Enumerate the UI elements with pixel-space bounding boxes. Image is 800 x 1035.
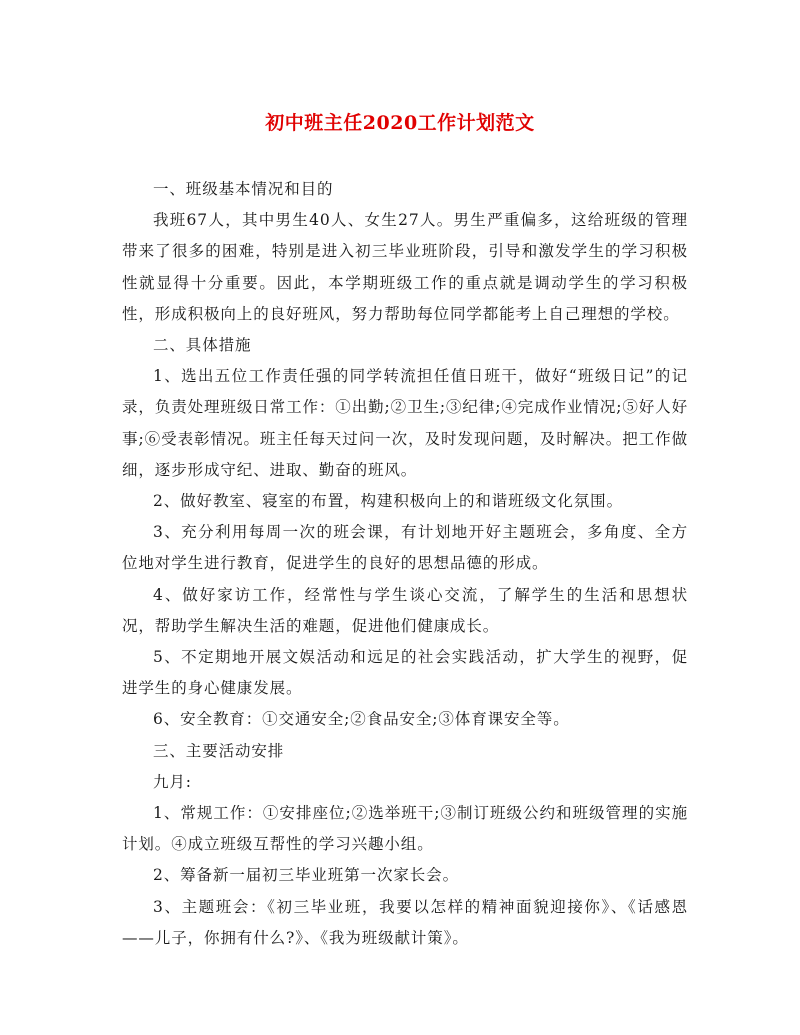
paragraph: 1、选出五位工作责任强的同学转流担任值日班干，做好“班级日记”的记录，负责处理班级日常工作：①出勤;②卫生;③纪律;④完成作业情况;⑤好人好事;⑥受表彰情况。班主任每天过问一次，及时发现问题，及时解决。把工作做细，逐步形成守纪、进取、勤奋的班风。 <box>122 367 688 479</box>
paragraph: 6、安全教育：①交通安全;②食品安全;③体育课安全等。 <box>153 710 570 729</box>
paragraph: 3、充分利用每周一次的班会课，有计划地开好主题班会，多角度、全方位地对学生进行教育，促进学生的良好的思想品德的形成。 <box>122 523 688 573</box>
document-body <box>122 174 688 954</box>
paragraph: 我班67人，其中男生40人、女生27人。男生严重偏多，这给班级的管理带来了很多的困难，特别是进入初三毕业班阶段，引导和激发学生的学习积极性就显得十分重要。因此，本学期班级工作的重点就是调动学生的学习积极性，形成积极向上的良好班风，努力帮助每位同学都能考上自己理想的学校。 <box>122 211 688 323</box>
document-title: 初中班主任2020工作计划范文 <box>265 112 535 134</box>
section-heading: 一、班级基本情况和目的 <box>153 180 334 198</box>
paragraph: 3、主题班会：《初三毕业班，我要以怎样的精神面貌迎接你》、《话感恩——儿子，你拥有什么?》、《我为班级献计策》。 <box>122 897 688 947</box>
section-heading: 二、具体措施 <box>153 336 252 355</box>
paragraph: 2、筹备新一届初三毕业班第一次家长会。 <box>153 866 459 885</box>
paragraph: 2、做好教室、寝室的布置，构建积极向上的和谐班级文化氛围。 <box>153 492 623 511</box>
paragraph: 1、常规工作：①安排座位;②选举班干;③制订班级公约和班级管理的实施计划。④成立班级互帮性的学习兴趣小组。 <box>122 804 688 854</box>
section-heading: 三、主要活动安排 <box>153 741 285 760</box>
subheading: 九月: <box>153 772 192 791</box>
paragraph: 4、做好家访工作，经常性与学生谈心交流，了解学生的生活和思想状况，帮助学生解决生活的难题，促进他们健康成长。 <box>122 585 688 635</box>
paragraph: 5、不定期地开展文娱活动和远足的社会实践活动，扩大学生的视野，促进学生的身心健康发展。 <box>122 648 688 698</box>
